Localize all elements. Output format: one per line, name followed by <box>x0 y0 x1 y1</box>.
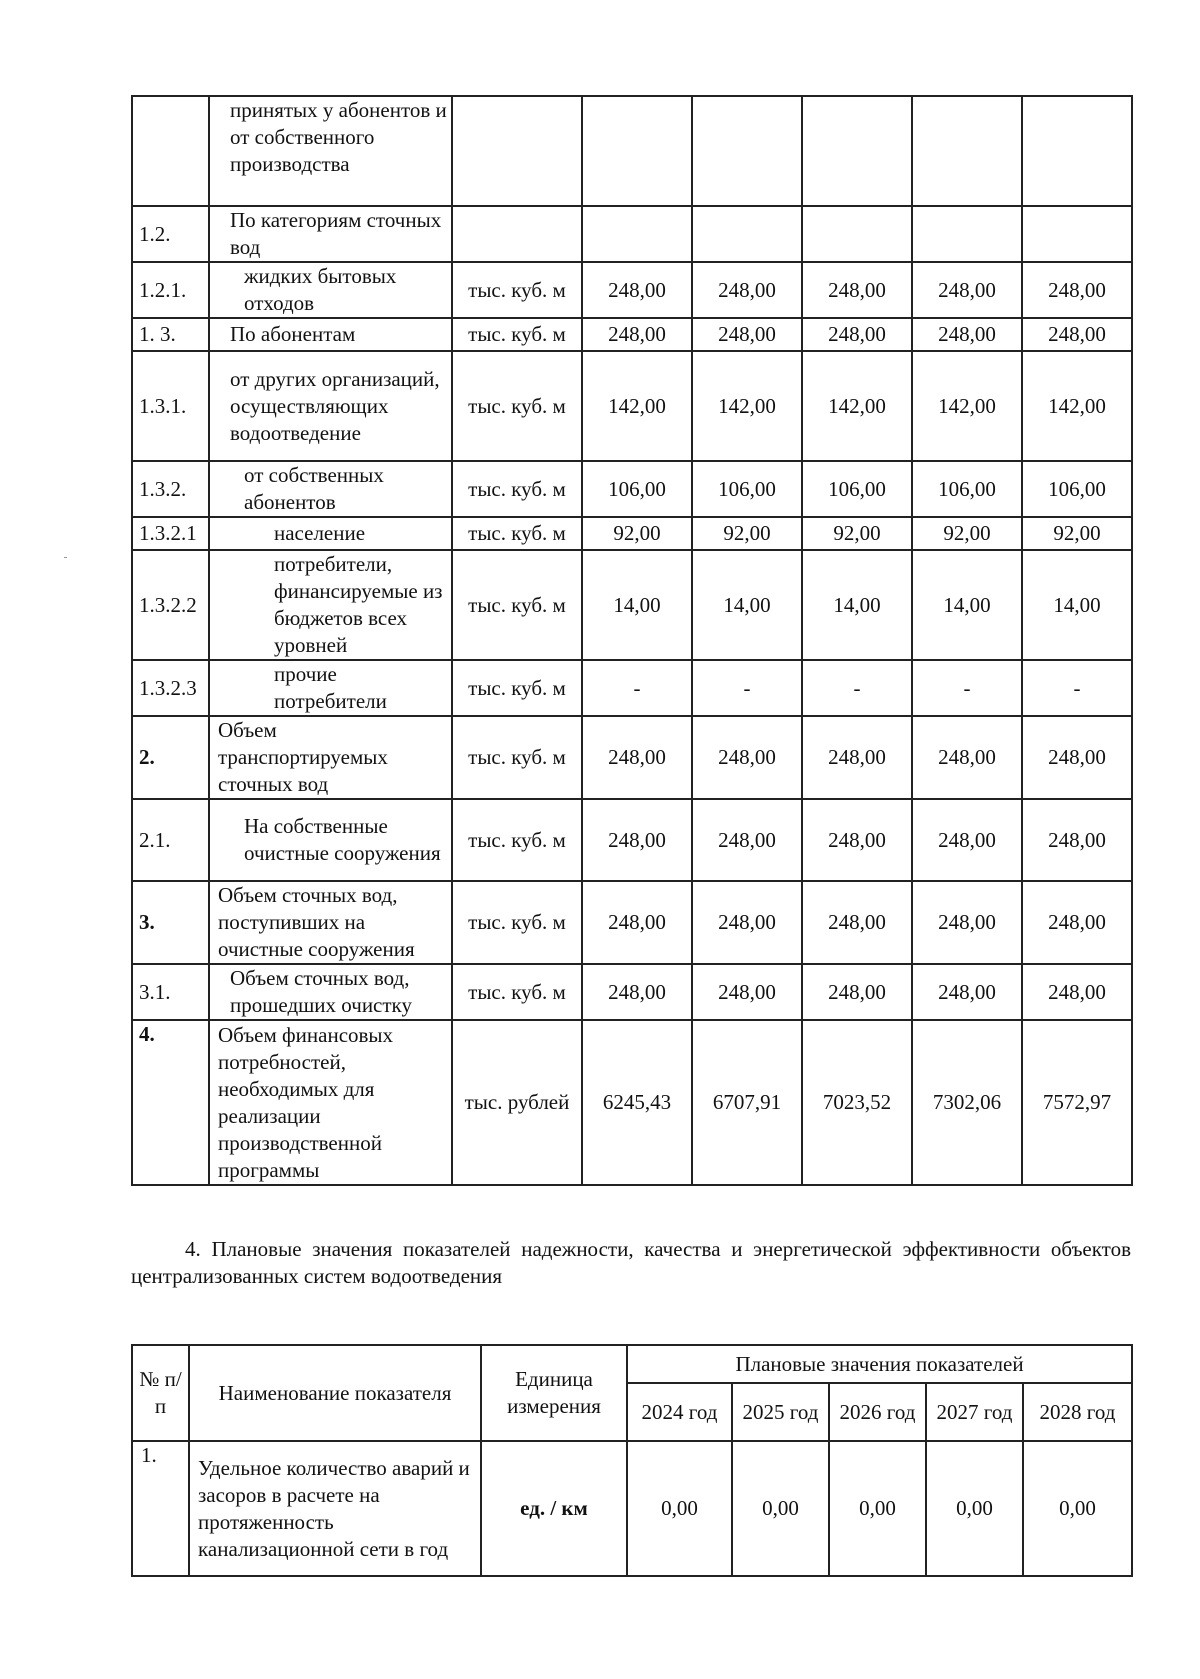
row-number: 3.1. <box>132 964 209 1020</box>
value-cell: 142,00 <box>692 351 802 461</box>
value-cell: 106,00 <box>692 461 802 517</box>
value-cell: 92,00 <box>802 517 912 550</box>
indicator-name: от других организаций, осуществляющих водоотведение <box>209 351 452 461</box>
header-num: № п/п <box>132 1345 189 1441</box>
value-cell: 248,00 <box>802 716 912 799</box>
value-cell: 248,00 <box>1022 881 1132 964</box>
value-cell: 106,00 <box>1022 461 1132 517</box>
value-cell: - <box>912 660 1022 716</box>
value-cell: 248,00 <box>692 881 802 964</box>
header-planned-values: Плановые значения показателей <box>627 1345 1132 1383</box>
value-cell: - <box>802 660 912 716</box>
value-cell: 248,00 <box>582 262 692 318</box>
unit-cell: тыс. куб. м <box>452 461 582 517</box>
table-row <box>132 318 1132 351</box>
value-cell <box>912 96 1022 206</box>
value-cell: 248,00 <box>912 799 1022 881</box>
row-number: 1. 3. <box>132 318 209 351</box>
value-cell: 248,00 <box>1022 262 1132 318</box>
row-number: 1.2.1. <box>132 262 209 318</box>
row-number: 1.3.2. <box>132 461 209 517</box>
indicator-name: от собственных абонентов <box>209 461 452 517</box>
value-cell: 14,00 <box>1022 550 1132 660</box>
value-cell: 14,00 <box>582 550 692 660</box>
value-cell: 248,00 <box>582 964 692 1020</box>
indicator-name: Объем финансовых потребностей, необходимых для реализации производственной программы <box>209 1020 452 1185</box>
table-row <box>132 206 1132 262</box>
indicator-name: Объем сточных вод, поступивших на очистные сооружения <box>209 881 452 964</box>
indicator-name: Объем транспортируемых сточных вод <box>209 716 452 799</box>
table-row <box>132 1020 1132 1185</box>
value-cell <box>692 206 802 262</box>
table-row <box>132 716 1132 799</box>
row-number: 2. <box>132 716 209 799</box>
value-cell: 248,00 <box>692 262 802 318</box>
unit-cell: тыс. куб. м <box>452 716 582 799</box>
value-cell: 248,00 <box>802 881 912 964</box>
header-unit: Единица измерения <box>481 1345 627 1441</box>
table-row <box>132 881 1132 964</box>
reliability-indicators-table <box>131 1344 1133 1577</box>
value-cell: 92,00 <box>912 517 1022 550</box>
unit-cell: тыс. куб. м <box>452 799 582 881</box>
value-cell <box>582 96 692 206</box>
value-cell: 248,00 <box>692 318 802 351</box>
unit-cell <box>452 96 582 206</box>
value-cell: 248,00 <box>802 964 912 1020</box>
value-cell <box>912 206 1022 262</box>
indicator-name: Удельное количество аварий и засоров в расчете на протяженность канализационной сети в год <box>189 1441 481 1576</box>
indicator-name: население <box>209 517 452 550</box>
value-cell: 248,00 <box>912 881 1022 964</box>
indicator-name: жидких бытовых отходов <box>209 262 452 318</box>
table-row <box>132 660 1132 716</box>
value-cell: 14,00 <box>912 550 1022 660</box>
table-row <box>132 262 1132 318</box>
section-4-heading: 4. Плановые значения показателей надежности, качества и энергетической эффективности объектов централизованных систем водоотведения <box>131 1237 1131 1288</box>
row-number: 1.3.1. <box>132 351 209 461</box>
row-number: 2.1. <box>132 799 209 881</box>
row-number: 4. <box>132 1020 209 1185</box>
row-number: 1.2. <box>132 206 209 262</box>
value-cell <box>1022 206 1132 262</box>
value-cell: 0,00 <box>829 1441 926 1576</box>
header-year: 2024 год <box>627 1383 732 1441</box>
value-cell: 248,00 <box>582 716 692 799</box>
table-row <box>132 351 1132 461</box>
value-cell <box>802 206 912 262</box>
value-cell: 92,00 <box>582 517 692 550</box>
indicator-name: принятых у абонентов и от собственного производства <box>209 96 452 206</box>
scan-speck <box>64 557 67 558</box>
value-cell <box>1022 96 1132 206</box>
value-cell <box>692 96 802 206</box>
value-cell: 6245,43 <box>582 1020 692 1185</box>
value-cell: 14,00 <box>802 550 912 660</box>
value-cell: 248,00 <box>582 881 692 964</box>
value-cell: 248,00 <box>692 964 802 1020</box>
value-cell: 248,00 <box>692 799 802 881</box>
indicator-name: Объем сточных вод, прошедших очистку <box>209 964 452 1020</box>
value-cell: - <box>692 660 802 716</box>
unit-cell <box>452 206 582 262</box>
value-cell: 142,00 <box>582 351 692 461</box>
value-cell <box>582 206 692 262</box>
value-cell: 0,00 <box>732 1441 829 1576</box>
table-row <box>132 461 1132 517</box>
row-number <box>132 96 209 206</box>
unit-cell: ед. / км <box>481 1441 627 1576</box>
value-cell: 248,00 <box>912 964 1022 1020</box>
header-name: Наименование показателя <box>189 1345 481 1441</box>
value-cell: 106,00 <box>582 461 692 517</box>
indicator-name: По категориям сточных вод <box>209 206 452 262</box>
value-cell: 0,00 <box>1023 1441 1132 1576</box>
value-cell: 7572,97 <box>1022 1020 1132 1185</box>
value-cell: 142,00 <box>1022 351 1132 461</box>
value-cell: 248,00 <box>1022 964 1132 1020</box>
value-cell: 92,00 <box>1022 517 1132 550</box>
value-cell: 248,00 <box>912 716 1022 799</box>
table-row <box>132 1441 1132 1576</box>
unit-cell: тыс. рублей <box>452 1020 582 1185</box>
unit-cell: тыс. куб. м <box>452 660 582 716</box>
value-cell: 106,00 <box>912 461 1022 517</box>
value-cell: 248,00 <box>802 318 912 351</box>
value-cell: - <box>1022 660 1132 716</box>
value-cell: 248,00 <box>582 799 692 881</box>
table-row <box>132 96 1132 206</box>
unit-cell: тыс. куб. м <box>452 881 582 964</box>
indicator-name: потребители, финансируемые из бюджетов всех уровней <box>209 550 452 660</box>
unit-cell: тыс. куб. м <box>452 550 582 660</box>
value-cell: 248,00 <box>582 318 692 351</box>
value-cell: 6707,91 <box>692 1020 802 1185</box>
value-cell: 248,00 <box>1022 318 1132 351</box>
value-cell: 92,00 <box>692 517 802 550</box>
unit-cell: тыс. куб. м <box>452 351 582 461</box>
value-cell: 248,00 <box>692 716 802 799</box>
value-cell: 248,00 <box>912 262 1022 318</box>
value-cell: 7302,06 <box>912 1020 1022 1185</box>
indicator-name: прочие потребители <box>209 660 452 716</box>
table-row <box>132 964 1132 1020</box>
unit-cell: тыс. куб. м <box>452 517 582 550</box>
value-cell: 14,00 <box>692 550 802 660</box>
header-year: 2026 год <box>829 1383 926 1441</box>
row-number: 1. <box>132 1441 189 1576</box>
table-row <box>132 517 1132 550</box>
value-cell: 106,00 <box>802 461 912 517</box>
unit-cell: тыс. куб. м <box>452 262 582 318</box>
value-cell: 248,00 <box>802 262 912 318</box>
value-cell: 7023,52 <box>802 1020 912 1185</box>
value-cell: 0,00 <box>627 1441 732 1576</box>
header-year: 2025 год <box>732 1383 829 1441</box>
unit-cell: тыс. куб. м <box>452 964 582 1020</box>
indicator-name: По абонентам <box>209 318 452 351</box>
value-cell: 0,00 <box>926 1441 1023 1576</box>
table2-header-row <box>132 1345 1132 1383</box>
value-cell <box>802 96 912 206</box>
value-cell: 142,00 <box>912 351 1022 461</box>
value-cell: 142,00 <box>802 351 912 461</box>
value-cell: 248,00 <box>802 799 912 881</box>
value-cell: - <box>582 660 692 716</box>
header-year: 2027 год <box>926 1383 1023 1441</box>
table-row <box>132 799 1132 881</box>
unit-cell: тыс. куб. м <box>452 318 582 351</box>
value-cell: 248,00 <box>1022 799 1132 881</box>
row-number: 3. <box>132 881 209 964</box>
table-row <box>132 550 1132 660</box>
indicator-name: На собственные очистные сооружения <box>209 799 452 881</box>
row-number: 1.3.2.2 <box>132 550 209 660</box>
header-year: 2028 год <box>1023 1383 1132 1441</box>
value-cell: 248,00 <box>912 318 1022 351</box>
wastewater-volume-table <box>131 95 1133 1186</box>
value-cell: 248,00 <box>1022 716 1132 799</box>
row-number: 1.3.2.3 <box>132 660 209 716</box>
row-number: 1.3.2.1 <box>132 517 209 550</box>
